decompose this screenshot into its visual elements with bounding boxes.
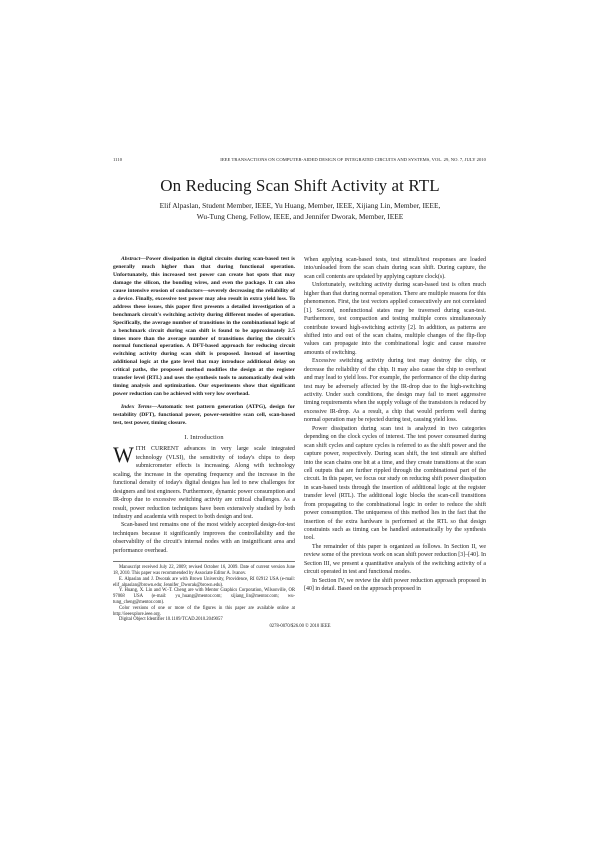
footnotes	[113, 561, 295, 623]
right-paragraph-2: Unfortunately, switching activity during scan-based test is often much higher than that during normal operation. There are multiple reasons for this phenomenon. First, the test vectors applied consecutively are not correlated [1]. Second, nonfunctional states may be traversed during scan-test. Furthermore, test compaction and testing multiple cores simultaneously contribute toward high-switching activity [2]. In addition, as patterns are shifted into and out of the scan chains, multiple changes of the flip-flop values can propagate into the combinational logic and cause massive amounts of switching.	[304, 282, 486, 356]
intro-paragraph-1	[113, 442, 295, 521]
right-paragraph-6: In Section IV, we review the shift power reduction approach proposed in [40] in detail. Based on the approach proposed in	[304, 577, 486, 593]
journal-header: IEEE TRANSACTIONS ON COMPUTER-AIDED DESIGN OF INTEGRATED CIRCUITS AND SYSTEMS, VOL. 29, NO. 7, JULY 2010	[220, 157, 486, 162]
paper-title: On Reducing Scan Shift Activity at RTL	[160, 176, 440, 195]
footnote-brown-affiliation: E. Alpaslan and J. Dworak are with Brown University, Providence, RI 02912 USA (e-mail: elif_alpaslan@brown.edu; Jennifer_Dworak@brown.edu).	[113, 576, 295, 588]
intro-paragraph-2: Scan-based test remains one of the most widely accepted design-for-test techniques because it significantly improves the controllability and the observability of the circuit's internal nodes with an insignificant area and performance overhead.	[113, 522, 295, 554]
intro-paragraph-1-text: ITH CURRENT advances in very large scale integrated technology (VLSI), the sensitivity of today's chips to deep submicrometer effects is increasing. Along with technology scaling, the increase in the operating frequency and the increase in the functional density of today's digital designs has led to new challenges for designers and test engineers. Furthermore, dynamic power consumption and IR-drop due to excessive switching activity are critical challenges. As a result, power reduction techniques have been extensively studied by both industry and academia with respect to both design and test.	[113, 446, 295, 520]
right-column	[304, 256, 486, 594]
authors-line-1: Elif Alpaslan, Student Member, IEEE, Yu Huang, Member, IEEE, Xijiang Lin, Member, IEEE,	[159, 201, 441, 210]
abstract-text: —Power dissipation in digital circuits during scan-based test is generally much higher than that during functional operation. Unfortunately, this increased test power can create hot spots that may damage the silicon, the bonding wires, and even the package. It can also cause intensive erosion of conductors—severely decreasing the reliability of a device. Finally, excessive test power may also result in extra yield loss. To address these issues, this paper first presents a detailed investigation of a benchmark circuit's switching activity during different modes of operation. Specifically, the average number of transitions in the combinational logic of a benchmark circuit during scan shift is found to be approximately 2.5 times more than the average number of transitions during the circuit's normal functional operation. A DFT-based approach for reducing circuit switching activity during scan shift is proposed. Instead of inserting additional logic at the gate level that may introduce additional delay on critical paths, the proposed method modifies the design at the register transfer level (RTL) and uses the synthesis tools to automatically deal with timing analysis and optimization. Our experiments show that significant power reduction can be achieved with very low overhead.	[113, 256, 295, 398]
drop-cap: W	[113, 442, 134, 468]
right-paragraph-5: The remainder of this paper is organized as follows. In Section II, we review some of the previous work on scan shift power reduction [3]–[40]. In Section III, we present a quantitative analysis of the switching activity of a circuit operated in test and functional modes.	[304, 543, 486, 576]
right-paragraph-4: Power dissipation during scan test is analyzed in two categories depending on the clock cycles of interest. The test power consumed during scan shift cycles and capture cycles is referred to as the shift power and the capture power, respectively. During scan shift, the test stimuli are shifted into the scan chains one bit at a time, and they create transitions at the scan cell outputs that are further rippled through the combinational part of the circuit. In this paper, we focus our study on reducing shift power dissipation in scan-based tests through the insertion of additional logic at the register transfer level (RTL). The additional logic blocks the scan-cell transitions from propagating to the combinational logic in order to reduce the shift power consumption. The uniqueness of this method lies in the fact that the insertion of the extra hardware is performed at the RTL so that design constraints such as timing can be handled automatically by the synthesis tool.	[304, 425, 486, 542]
abstract	[113, 256, 295, 399]
section-heading-introduction: I. Introduction	[184, 434, 224, 442]
author-list	[118, 200, 482, 222]
footnote-mentor-affiliation: Y. Huang, X. Lin and W.-T. Cheng are with Mentor Graphics Corporation, Wilsonville, OR 97068 USA (e-mail: yu_huang@mentor.com; xijiang_lin@mentor.com; wu-tung_cheng@mentor.com).	[113, 588, 295, 605]
right-paragraph-3: Excessive switching activity during test may destroy the chip, or decrease the reliability of the chip. It may also cause the chip to overheat and may lead to yield loss. For example, the performance of the chip during test may be adversely affected by the IR-drop due to the high-switching activity. Under such conditions, the design may fail to meet aggressive timing requirements when the supply voltage of the transistors is reduced by excessive IR-drop. As a result, a chip that would perform well during normal operation may be rejected during test, causing yield loss.	[304, 358, 486, 424]
footnote-manuscript: Manuscript received July 22, 2009; revised October 16, 2009. Date of current version June 18, 2010. This paper was recommended by Associate Editor A. Ivanov.	[113, 565, 295, 576]
left-column	[113, 256, 295, 623]
right-paragraph-1: When applying scan-based tests, test stimuli/test responses are loaded into/unloaded from the scan chain during scan shift. During capture, the scan cell contents are updated by applying capture clock(s).	[304, 257, 486, 280]
footnote-doi: Digital Object Identifier 10.1109/TCAD.2010.2049057	[119, 617, 223, 623]
page-number: 1110	[113, 157, 123, 162]
index-terms-text: —Automatic test pattern generation (ATPG), design for testability (DFT), functional power, power-sensitive scan cell, scan-based test, test power, timing closure.	[113, 404, 295, 427]
index-terms	[113, 404, 295, 428]
abstract-label: Abstract	[121, 256, 141, 262]
authors-line-2: Wu-Tung Cheng, Fellow, IEEE, and Jennifer Dworak, Member, IEEE	[196, 212, 404, 221]
copyright-line: 0278-0070/$26.00 © 2010 IEEE	[269, 624, 331, 629]
index-terms-label: Index Terms	[121, 404, 152, 411]
footnote-color-versions: Color versions of one or more of the figures in this paper are available online at http://ieeexplore.ieee.org.	[113, 605, 295, 617]
